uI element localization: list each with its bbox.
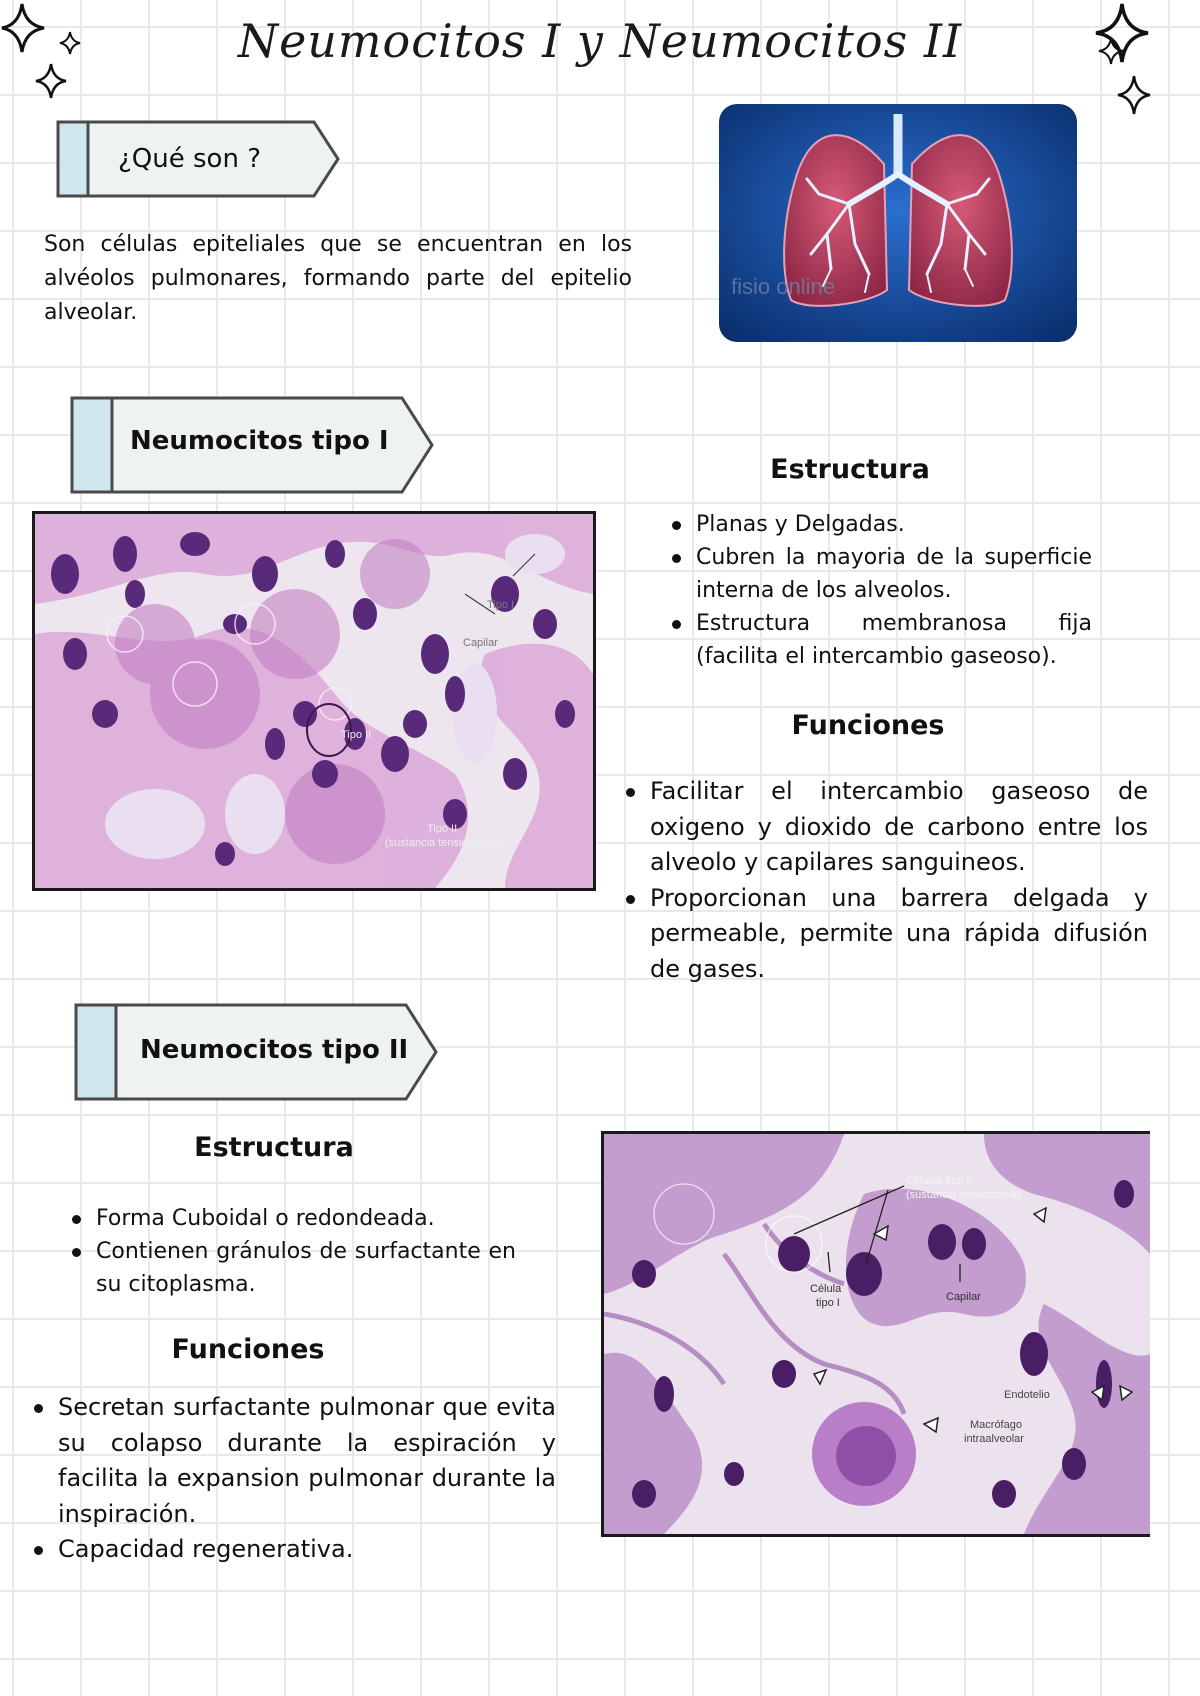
micro1-label-tipo-ii-b: Tipo II [427,823,458,835]
list-item: Capacidad regenerativa. [58,1532,556,1568]
micrograph-tipo-1 [32,511,596,891]
list-item: Secretan surfactante pulmonar que evita su colapso durante la espiración y facilita la expansion pulmonar durante la inspiración. [58,1390,556,1532]
tag-label: Neumocitos tipo I [130,426,389,456]
list-item: Forma Cuboidal o redondeada. [96,1202,516,1235]
section-tag-que-son [56,120,340,198]
micro2-label-intraalveolar: intraalveolar [964,1433,1024,1445]
tipo2-funciones-heading: Funciones [171,1334,325,1365]
list-item: Planas y Delgadas. [696,508,1092,541]
micro2-label-macrofago: Macrófago [970,1419,1022,1431]
list-item: Contienen gránulos de surfactante en su citoplasma. [96,1235,516,1301]
tipo2-funciones-list [30,1390,556,1568]
micro1-label-tipo-i: Tipo I [487,599,515,611]
sparkle-star-icon [0,0,48,56]
tipo1-funciones-list [622,774,1148,987]
sparkle-star-icon [1097,36,1125,66]
micro1-label-capilar: Capilar [463,637,498,649]
tipo2-estructura-heading: Estructura [194,1132,354,1163]
micro1-label-tipo-ii: Tipo II [341,729,372,741]
sparkle-star-icon [34,62,68,100]
tipo1-funciones-heading: Funciones [791,710,945,741]
intro-paragraph: Son células epiteliales que se encuentran en los alvéolos pulmonares, formando parte del epitelio alveolar. [44,232,632,325]
tag-label: ¿Qué son ? [118,144,261,174]
tipo2-estructura-list [68,1202,516,1301]
micro2-label-sustancia: (sustancia tensioactiva) [906,1189,1021,1201]
sparkle-star-icon [1116,74,1152,116]
image-watermark: fisio online [731,274,835,299]
section-tag-tipo-1 [70,396,434,494]
micro2-label-celula: Célula [810,1283,842,1295]
micro2-label-capilar: Capilar [946,1291,981,1303]
sparkle-star-icon [58,30,82,56]
tipo1-estructura-heading: Estructura [770,454,930,485]
list-item: Facilitar el intercambio gaseoso de oxigeno y dioxido de carbono entre los alveolo y capilares sanguineos. [650,774,1148,881]
lung-illustration [719,104,1077,342]
section-tag-tipo-2 [74,1003,438,1101]
list-item: Estructura membranosa fija (facilita el intercambio gaseoso). [696,607,1092,673]
page-title: Neumocitos I y Neumocitos II [237,14,963,68]
tipo1-estructura-list [668,508,1092,673]
list-item: Cubren la mayoria de la superficie interna de los alveolos. [696,541,1092,607]
micro2-label-celulas-tipo-ii: Células tipo II [906,1175,973,1187]
micrograph-tipo-2 [601,1131,1150,1537]
micro2-label-endotelio: Endotelio [1004,1389,1050,1401]
list-item: Proporcionan una barrera delgada y permeable, permite una rápida difusión de gases. [650,881,1148,988]
micro1-label-sustancia: (sustancia tensioactiva) [385,837,500,849]
micro2-label-tipo-i: tipo I [816,1297,840,1309]
tag-label: Neumocitos tipo II [140,1035,409,1065]
